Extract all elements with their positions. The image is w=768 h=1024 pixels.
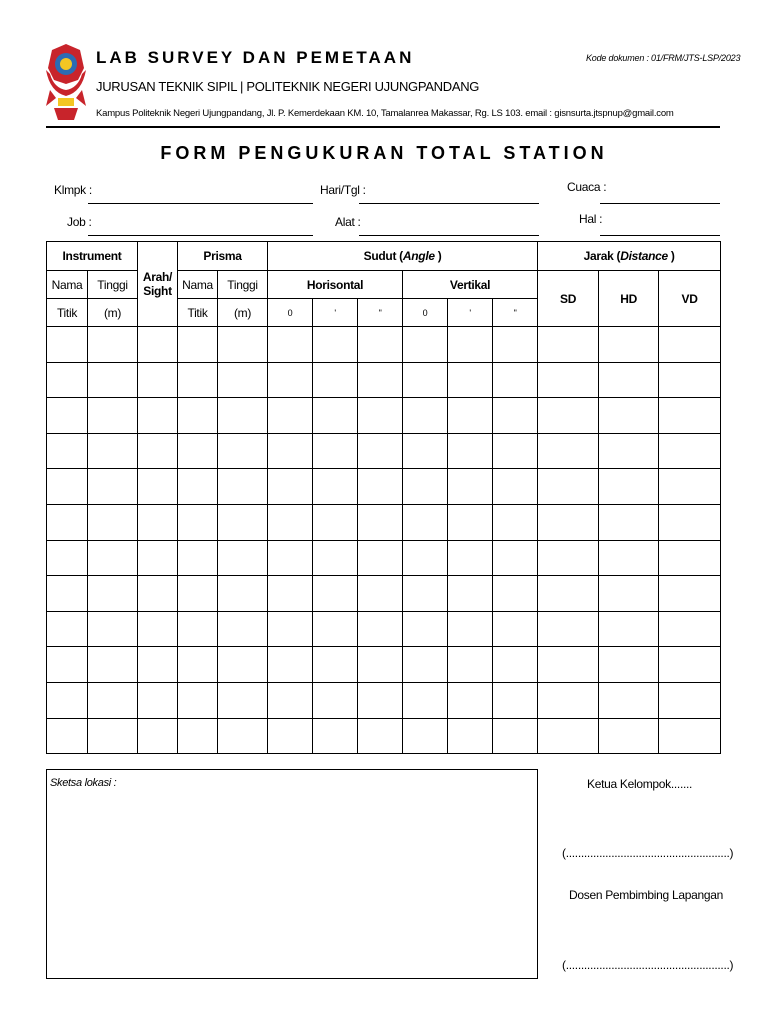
table-cell[interactable] (358, 469, 403, 505)
instrument-titik-header: Titik (47, 299, 88, 327)
table-cell[interactable] (178, 540, 218, 576)
table-cell[interactable] (178, 611, 218, 647)
job-field[interactable] (88, 235, 313, 236)
table-cell[interactable] (88, 540, 138, 576)
table-cell[interactable] (268, 647, 313, 683)
table-cell[interactable] (493, 540, 538, 576)
table-cell[interactable] (178, 398, 218, 434)
table-cell[interactable] (538, 327, 599, 363)
instrument-tinggi-header: Tinggi (88, 271, 138, 299)
table-cell[interactable] (88, 469, 138, 505)
instrument-unit-header: (m) (88, 299, 138, 327)
table-cell[interactable] (538, 718, 599, 754)
table-cell[interactable] (47, 718, 88, 754)
table-cell[interactable] (313, 682, 358, 718)
table-cell[interactable] (448, 611, 493, 647)
table-cell[interactable] (448, 682, 493, 718)
table-cell[interactable] (358, 611, 403, 647)
table-cell[interactable] (538, 504, 599, 540)
dosen-label: Dosen Pembimbing Lapangan (569, 888, 723, 902)
table-cell[interactable] (47, 611, 88, 647)
table-cell[interactable] (313, 398, 358, 434)
table-cell[interactable] (88, 398, 138, 434)
table-cell[interactable] (659, 647, 721, 683)
table-cell[interactable] (313, 647, 358, 683)
table-cell[interactable] (599, 398, 659, 434)
table-cell[interactable] (138, 398, 178, 434)
instrument-header: Instrument (47, 242, 138, 271)
table-cell[interactable] (138, 504, 178, 540)
measurement-table (46, 241, 721, 754)
table-cell[interactable] (138, 576, 178, 612)
table-cell[interactable] (493, 611, 538, 647)
table-row (47, 362, 721, 398)
table-cell[interactable] (659, 718, 721, 754)
table-cell[interactable] (448, 647, 493, 683)
table-cell[interactable] (599, 327, 659, 363)
form-title: FORM PENGUKURAN TOTAL STATION (160, 143, 608, 163)
vertikal-degree-header: 0 (403, 299, 448, 327)
table-cell[interactable] (659, 611, 721, 647)
table-cell[interactable] (218, 540, 268, 576)
table-cell[interactable] (138, 433, 178, 469)
table-cell[interactable] (88, 611, 138, 647)
table-row (47, 540, 721, 576)
table-cell[interactable] (599, 647, 659, 683)
table-cell[interactable] (358, 433, 403, 469)
table-cell[interactable] (358, 682, 403, 718)
table-cell[interactable] (268, 540, 313, 576)
table-cell[interactable] (313, 433, 358, 469)
table-cell[interactable] (218, 718, 268, 754)
horisontal-second-header: " (358, 299, 403, 327)
table-cell[interactable] (218, 576, 268, 612)
table-cell[interactable] (47, 504, 88, 540)
table-row (47, 718, 721, 754)
table-cell[interactable] (448, 576, 493, 612)
table-cell[interactable] (599, 433, 659, 469)
table-cell[interactable] (403, 362, 448, 398)
table-cell[interactable] (138, 362, 178, 398)
header-divider (46, 126, 720, 128)
table-cell[interactable] (138, 682, 178, 718)
dosen-signature-line[interactable]: (......................................................) (562, 958, 734, 972)
table-cell[interactable] (178, 576, 218, 612)
arah-text: Arah/ (142, 270, 173, 284)
prisma-header: Prisma (178, 242, 268, 271)
table-cell[interactable] (538, 362, 599, 398)
table-row (47, 647, 721, 683)
table-cell[interactable] (538, 647, 599, 683)
table-cell[interactable] (88, 433, 138, 469)
sketsa-label: Sketsa lokasi : (50, 777, 117, 789)
table-cell[interactable] (218, 398, 268, 434)
table-cell[interactable] (178, 718, 218, 754)
table-cell[interactable] (358, 327, 403, 363)
table-cell[interactable] (448, 718, 493, 754)
table-cell[interactable] (358, 576, 403, 612)
table-cell[interactable] (493, 433, 538, 469)
sd-header: SD (538, 271, 599, 327)
table-cell[interactable] (313, 362, 358, 398)
table-cell[interactable] (448, 433, 493, 469)
table-cell[interactable] (88, 718, 138, 754)
table-cell[interactable] (538, 611, 599, 647)
table-cell[interactable] (218, 327, 268, 363)
table-cell[interactable] (358, 540, 403, 576)
measurement-rows (47, 327, 721, 754)
table-cell[interactable] (493, 647, 538, 683)
table-cell[interactable] (178, 469, 218, 505)
table-cell[interactable] (218, 469, 268, 505)
table-cell[interactable] (178, 647, 218, 683)
table-cell[interactable] (403, 540, 448, 576)
table-cell[interactable] (493, 469, 538, 505)
jarak-prefix: Jarak ( (583, 249, 621, 263)
table-cell[interactable] (138, 611, 178, 647)
table-cell[interactable] (659, 540, 721, 576)
table-cell[interactable] (403, 647, 448, 683)
table-cell[interactable] (218, 504, 268, 540)
table-cell[interactable] (493, 504, 538, 540)
table-cell[interactable] (268, 504, 313, 540)
table-cell[interactable] (47, 682, 88, 718)
campus-address: Kampus Politeknik Negeri Ujungpandang, Jl. P. Kemerdekaan KM. 10, Tamalanrea Makassar, Rg. LS 103. email : gisnsurta.jtspnup@gmail.com (96, 108, 674, 119)
table-cell[interactable] (178, 504, 218, 540)
klmpk-field[interactable] (88, 203, 313, 204)
table-cell[interactable] (659, 398, 721, 434)
table-cell[interactable] (268, 362, 313, 398)
table-cell[interactable] (47, 327, 88, 363)
table-cell[interactable] (218, 362, 268, 398)
horisontal-minute-header: ' (313, 299, 358, 327)
table-cell[interactable] (538, 398, 599, 434)
table-cell[interactable] (403, 576, 448, 612)
hari-tgl-label: Hari/Tgl : (320, 183, 366, 197)
table-cell[interactable] (313, 576, 358, 612)
table-cell[interactable] (218, 433, 268, 469)
lab-title: LAB SURVEY DAN PEMETAAN (96, 48, 415, 67)
table-cell[interactable] (178, 682, 218, 718)
table-cell[interactable] (47, 469, 88, 505)
table-cell[interactable] (358, 647, 403, 683)
sudut-prefix: Sudut ( (363, 249, 403, 263)
alat-field[interactable] (359, 235, 539, 236)
table-cell[interactable] (178, 433, 218, 469)
table-cell[interactable] (493, 327, 538, 363)
table-cell[interactable] (358, 718, 403, 754)
table-row (47, 469, 721, 505)
table-cell[interactable] (313, 504, 358, 540)
table-cell[interactable] (268, 576, 313, 612)
table-cell[interactable] (599, 718, 659, 754)
table-cell[interactable] (138, 647, 178, 683)
ketua-label: Ketua Kelompok....... (587, 777, 693, 791)
ketua-signature-line[interactable]: (......................................................) (562, 846, 734, 860)
hari-tgl-field[interactable] (359, 203, 539, 204)
table-row (47, 611, 721, 647)
jarak-suffix: ) (667, 249, 675, 263)
table-cell[interactable] (268, 469, 313, 505)
table-cell[interactable] (178, 327, 218, 363)
table-cell[interactable] (538, 576, 599, 612)
table-cell[interactable] (659, 362, 721, 398)
jarak-italic: Distance (620, 249, 668, 263)
sketch-area[interactable] (46, 769, 538, 979)
table-cell[interactable] (47, 540, 88, 576)
table-cell[interactable] (138, 469, 178, 505)
table-cell[interactable] (493, 362, 538, 398)
table-cell[interactable] (47, 362, 88, 398)
table-cell[interactable] (358, 398, 403, 434)
table-cell[interactable] (493, 718, 538, 754)
table-row (47, 433, 721, 469)
table-cell[interactable] (403, 398, 448, 434)
table-row (47, 682, 721, 718)
table-cell[interactable] (599, 576, 659, 612)
table-cell[interactable] (358, 362, 403, 398)
vertikal-minute-header: ' (448, 299, 493, 327)
table-cell[interactable] (403, 433, 448, 469)
jarak-header (538, 242, 721, 271)
table-cell[interactable] (268, 398, 313, 434)
table-cell[interactable] (218, 611, 268, 647)
table-cell[interactable] (313, 540, 358, 576)
table-cell[interactable] (403, 469, 448, 505)
table-cell[interactable] (448, 540, 493, 576)
table-cell[interactable] (403, 682, 448, 718)
vd-header: VD (659, 271, 721, 327)
table-cell[interactable] (659, 576, 721, 612)
table-cell[interactable] (313, 469, 358, 505)
prisma-unit-header: (m) (218, 299, 268, 327)
table-cell[interactable] (659, 327, 721, 363)
table-cell[interactable] (268, 718, 313, 754)
horisontal-degree-header: 0 (268, 299, 313, 327)
table-row (47, 504, 721, 540)
alat-label: Alat : (335, 215, 361, 229)
table-cell[interactable] (88, 647, 138, 683)
table-cell[interactable] (403, 327, 448, 363)
vertikal-header: Vertikal (403, 271, 538, 299)
instrument-nama-header: Nama (47, 271, 88, 299)
table-cell[interactable] (659, 433, 721, 469)
klmpk-label: Klmpk : (54, 183, 92, 197)
hal-field[interactable] (600, 235, 720, 236)
hal-label: Hal : (579, 212, 603, 226)
table-cell[interactable] (493, 576, 538, 612)
table-cell[interactable] (599, 469, 659, 505)
table-cell[interactable] (47, 433, 88, 469)
table-cell[interactable] (268, 327, 313, 363)
table-cell[interactable] (138, 327, 178, 363)
cuaca-label: Cuaca : (567, 180, 607, 194)
table-cell[interactable] (599, 611, 659, 647)
table-cell[interactable] (599, 540, 659, 576)
table-row (47, 576, 721, 612)
table-cell[interactable] (448, 398, 493, 434)
job-label: Job : (67, 215, 92, 229)
table-cell[interactable] (659, 469, 721, 505)
vertikal-second-header: " (493, 299, 538, 327)
table-cell[interactable] (538, 469, 599, 505)
table-cell[interactable] (138, 540, 178, 576)
table-cell[interactable] (88, 504, 138, 540)
table-cell[interactable] (218, 647, 268, 683)
table-cell[interactable] (538, 682, 599, 718)
institution-logo (44, 40, 88, 124)
table-cell[interactable] (493, 398, 538, 434)
sight-text: Sight (143, 284, 172, 298)
sudut-suffix: ) (434, 249, 442, 263)
table-cell[interactable] (47, 647, 88, 683)
table-cell[interactable] (47, 576, 88, 612)
table-cell[interactable] (268, 433, 313, 469)
document-code: Kode dokumen : 01/FRM/JTS-LSP/2023 (586, 53, 741, 63)
table-cell[interactable] (358, 504, 403, 540)
prisma-tinggi-header: Tinggi (218, 271, 268, 299)
prisma-nama-header: Nama (178, 271, 218, 299)
table-cell[interactable] (313, 718, 358, 754)
table-cell[interactable] (403, 504, 448, 540)
table-cell[interactable] (659, 682, 721, 718)
table-cell[interactable] (313, 611, 358, 647)
table-cell[interactable] (448, 469, 493, 505)
table-cell[interactable] (88, 682, 138, 718)
table-cell[interactable] (313, 327, 358, 363)
table-cell[interactable] (88, 327, 138, 363)
cuaca-field[interactable] (600, 203, 720, 204)
table-cell[interactable] (599, 682, 659, 718)
table-cell[interactable] (448, 362, 493, 398)
sudut-italic: Angle (402, 249, 435, 263)
logo-emblem-icon (44, 40, 88, 124)
table-cell[interactable] (538, 433, 599, 469)
table-cell[interactable] (268, 682, 313, 718)
hd-header: HD (599, 271, 659, 327)
table-cell[interactable] (218, 682, 268, 718)
table-cell[interactable] (599, 504, 659, 540)
table-cell[interactable] (659, 504, 721, 540)
table-cell[interactable] (403, 718, 448, 754)
table-cell[interactable] (493, 682, 538, 718)
table-row (47, 327, 721, 363)
prisma-titik-header: Titik (178, 299, 218, 327)
sudut-header (268, 242, 538, 271)
table-cell[interactable] (178, 362, 218, 398)
table-cell[interactable] (538, 540, 599, 576)
table-cell[interactable] (138, 718, 178, 754)
table-header-row-1 (47, 242, 721, 271)
table-cell[interactable] (88, 362, 138, 398)
table-cell[interactable] (599, 362, 659, 398)
table-cell[interactable] (403, 611, 448, 647)
table-cell[interactable] (88, 576, 138, 612)
arah-sight-header (138, 242, 178, 327)
table-cell[interactable] (448, 327, 493, 363)
table-row (47, 398, 721, 434)
table-cell[interactable] (268, 611, 313, 647)
table-cell[interactable] (47, 398, 88, 434)
table-cell[interactable] (448, 504, 493, 540)
horisontal-header: Horisontal (268, 271, 403, 299)
department-name: JURUSAN TEKNIK SIPIL | POLITEKNIK NEGERI UJUNGPANDANG (96, 79, 480, 94)
